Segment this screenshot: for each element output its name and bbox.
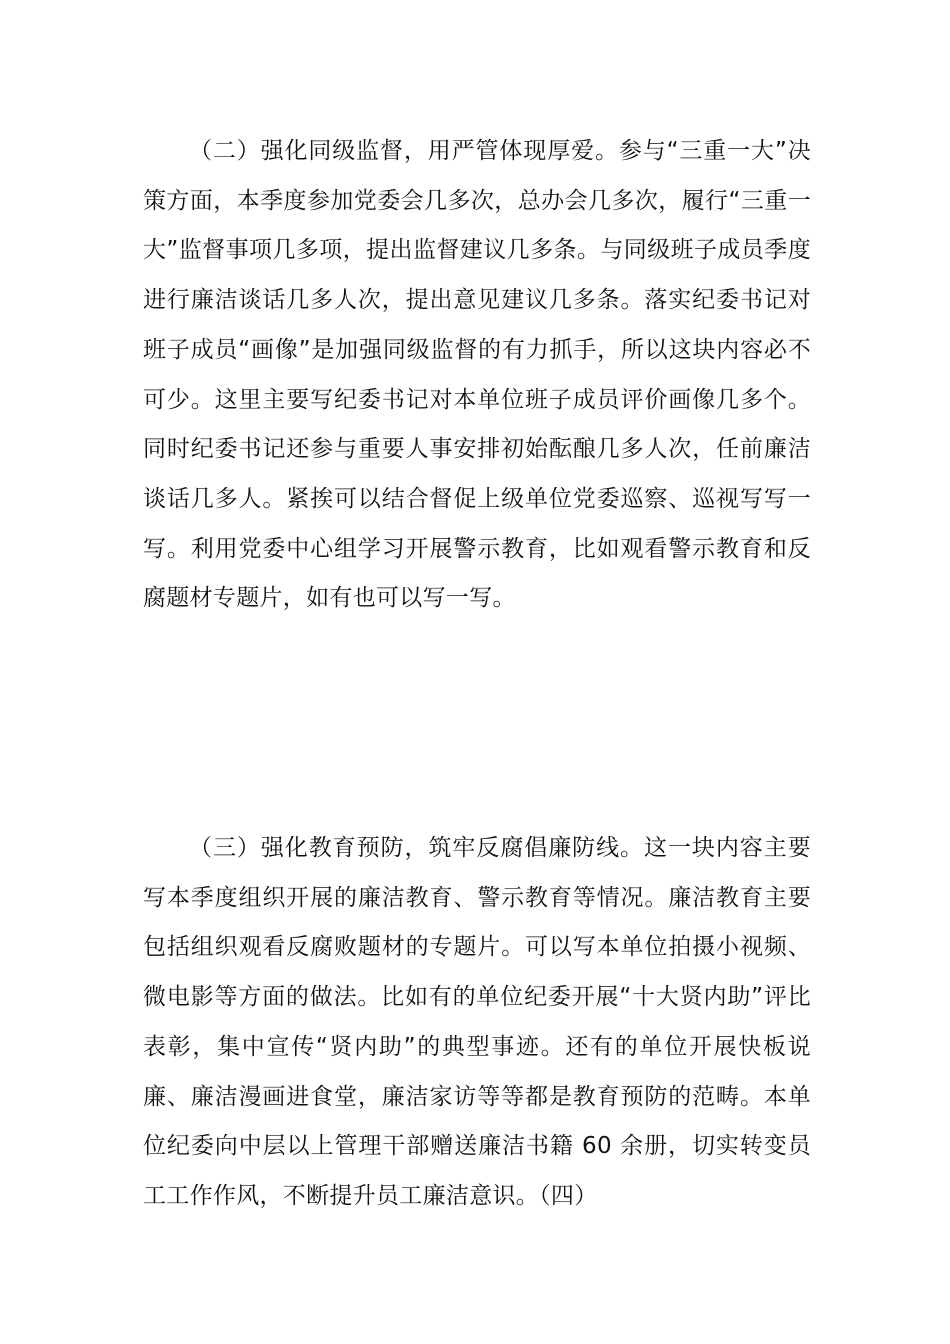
paragraph-section-2: （二）强化同级监督，用严管体现厚爱。参与“三重一大”决策方面，本季度参加党委会几多次，总办会几多次，履行“三重一大”监督事项几多项，提出监督建议几多条。与同级班子成员季度进行廉洁谈话几多人次，提出意见建议几多条。落实纪委书记对班子成员“画像”是加强同级监督的有力抓手，所以这块内容必不可少。这里主要写纪委书记对本单位班子成员评价画像几多个。同时纪委书记还参与重要人事安排初始酝酿几多人次，任前廉洁谈话几多人。紧挨可以结合督促上级单位党委巡察、巡视写写一写。利用党委中心组学习开展警示教育，比如观看警示教育和反腐题材专题片，如有也可以写一写。 — [143, 138, 811, 612]
paragraph-section-3: （三）强化教育预防，筑牢反腐倡廉防线。这一块内容主要写本季度组织开展的廉洁教育、警示教育等情况。廉洁教育主要包括组织观看反腐败题材的专题片。可以写本单位拍摄小视频、微电影等方面的做法。比如有的单位纪委开展“十大贤内助”评比表彰，集中宣传“贤内助”的典型事迹。还有的单位开展快板说廉、廉洁漫画进食堂，廉洁家访等等都是教育预防的范畴。本单位纪委向中层以上管理干部赠送廉洁书籍 60 余册，切实转变员工工作作风，不断提升员工廉洁意识。（四） — [143, 835, 811, 1209]
